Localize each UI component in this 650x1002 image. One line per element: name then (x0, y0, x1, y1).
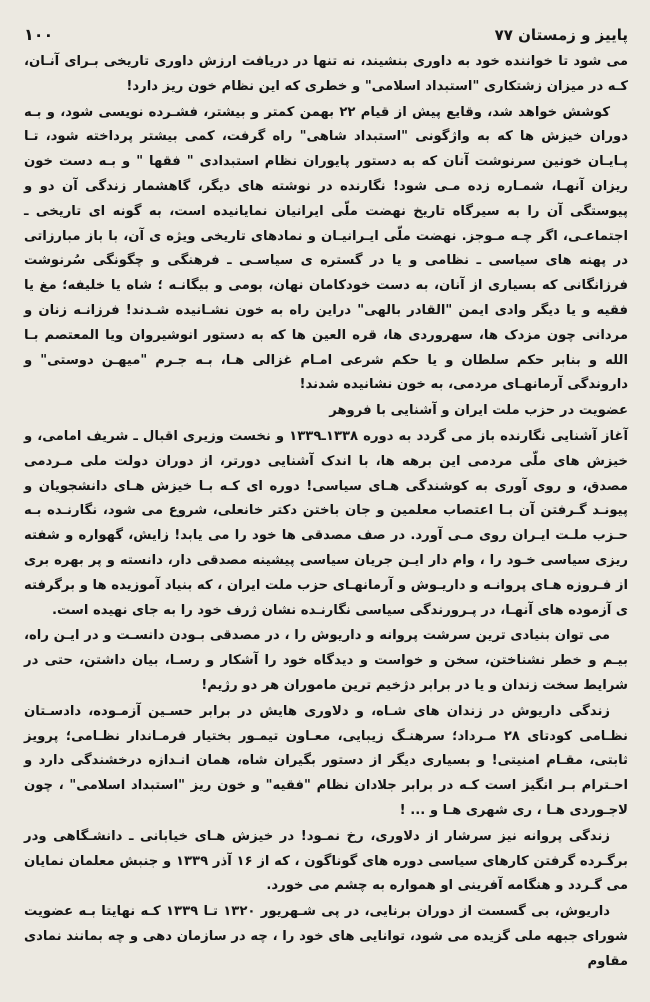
page-header (24, 14, 628, 44)
section-heading: عضویت در حزب ملت ایران و آشنایی با فروهر (329, 403, 628, 419)
paragraph: زندگی پروانه نیز سرشار از دلاوری، رخ نمـود! در خیزش هـای خیابانی ـ دانشـگاهی ودر برگـرده گرفتن کارهای سیاسی دوره های گوناگون ، که از ۱۶ آذر ۱۳۳۹ و جنبش معلمان نمایان می گـردد و هنگامه آفرینی او همواره به چشم می خورد. (24, 828, 629, 894)
running-title: پاییز و زمستان ۷۷ (494, 26, 628, 44)
page-number: ۱۰۰ (24, 25, 54, 44)
paragraph: می توان بنیادی ترین سرشت پروانه و داریوش را ، در مصدقی بـودن دانسـت و در ایـن راه، بیـم و خطر نشناختن، سخن و خواست و دیدگاه خود را آشکار و رسـا، بیان داشتن، حتی در شرایط سخت زندان و یا در برابر دژخیم ترین ماموران هر دو رژیم! (24, 628, 628, 693)
paragraph: زندگی داریوش در زندان های شـاه، و دلاوری هایش در برابر حسـین آزمـوده، دادسـتان نظـامی کودتای ۲۸ مـرداد؛ سرهنـگ زیبایی، معـاون تیمـور بختیار فرمـاندار نظـامی؛ پرویز ثابتی، مقـام امنیتی! و بسیاری دیگر از دستور بگیران شاه، همان انـدازه درخشندگی دارد و احـترام بـر انگیز است کـه در برابر جلادان نظام "فقیه" و خون ریز "استبداد اسلامی" ، چون لاجـوردی هـا ، ری شهری هـا و ... ! (24, 703, 628, 818)
paragraph: آغاز آشنایی نگارنده باز می گردد به دوره ۱۳۳۸ـ۱۳۳۹ و نخست وزیری اقبال ـ شریف امامی، و خیزش های ملّی مردمی این برهه ها، با اندک آشنایی دورتر، از دوران دولت ملی مـردمی مصدق، و روی آوری به کوشندگی هـای سیاسی! دوره ای کـه بـا خیزش هـای دانشجویان و پیونـد گـرفتن آن بـا اعتصاب معلمین و جان باختن دکتر خانعلی، شروع می شود، نگارنـده بـه حـزب ملـت ایـران روی مـی آورد. در صف مصدقی ها خود را می یابد! زایش، گهواره و شفته ریزی سیاسی خـود را ، وام دار ایـن جریان سیاسی پیشینه مصدقی دار، دانسته و پر بهره بری از فـروزه هـای پروانـه و داریـوش و آرمانهـای حزب ملت ایران ، که بنیاد آموزیده ها و برگرفته ی آزموده های آنهـا، در پـرورندگی سیاسی نگارنـده نشان ژرف خود را به جای نهیده است. (24, 428, 628, 618)
page-body (24, 50, 628, 974)
paragraph: داریوش، بی گسست از دوران برنایی، در پی شـهریور ۱۳۲۰ تـا ۱۳۳۹ کـه نهایتا بـه عضویت شورای جبهه ملی گزیده می شود، توانایی های خود را ، چه در سازمان دهی و چه بمانند نمادی مقاوم (24, 904, 628, 969)
paragraph: کوشش خواهد شد، وقایع پیش از قیام ۲۲ بهمن کمتر و بیشتر، فشـرده نویسی شود، و بـه دوران خیزش ها که به واژگونی "استبداد شاهی" راه گرفت، کمی بیشتر پرداخته شود، تـا پـایـان خونین سرنوشت آنان که به دستور پایوران نظام استبدادی " فقها " و بـه دست خون ریزان آنهـا، شمـاره زده مـی شود! نگارنده در نوشته های دیگر، گاهشمار زندگی آن دو و پیوستگی آن را به سیرگاه تاریخ نهضت ملّی ایرانیان نمایانیده است، به گونه ای تاریخی ـ اجتماعـی، اگر چـه مـوجز. نهضت ملّی ایـرانیـان و نمادهای تاریخی ویژه ی آن، با باز مبارزاتی در پهنه های سیاسی ـ نظامی و یا در گستره ی سیاسـی ـ فرهنگی و چگونگی سُرنوشت فرزانگانی که بسیاری از آنان، به دست خودکامان نهان، بومی و بیگانـه ؛ شاه یا خلیفه؛ مغ یا فقیه و یا دیگر وادی ایمن "القادر بالهی" دراین راه به خون نشـانیده شـدند! فرزانـه زنان و مردانی چون مزدک ها، سهروردی ها، قره العین ها که به دستور انوشیروان ویا المعتصم بـا الله و بنابر حکم سلطان و یا حکم شرعی امـام غزالی هـا، بـه جـرم "میهـن دوستی" و داروندگی آرمانهـای مردمی، به خون نشانیده شدند! (24, 104, 628, 393)
paragraph: می شود تا خواننده خود به داوری بنشیند، نه تنها در دریافت ارزش داوری تاریخی بـرای آنـان، کـه در میزان زشتکاری "استبداد اسلامی" و خطری که این نظام خون ریز دارد! (24, 54, 628, 94)
